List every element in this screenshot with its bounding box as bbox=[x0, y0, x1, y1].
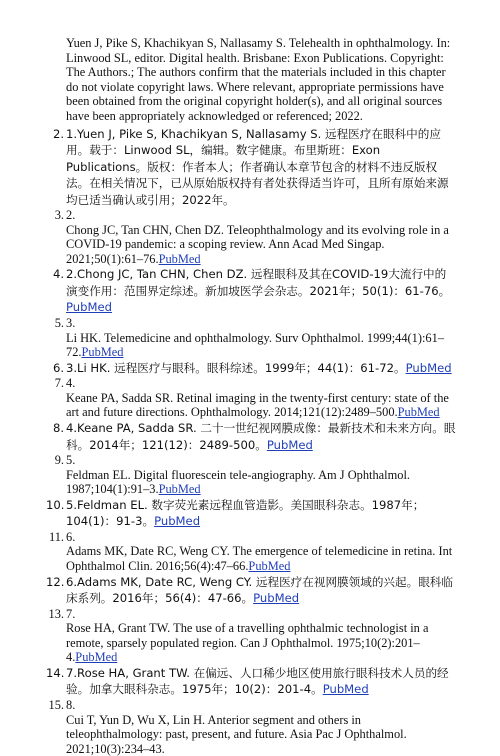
reference-list bbox=[46, 126, 456, 756]
pubmed-link[interactable]: PubMed bbox=[154, 514, 201, 529]
reference-item bbox=[52, 316, 456, 360]
reference-number: 8. bbox=[52, 421, 64, 435]
reference-item bbox=[52, 420, 456, 453]
pubmed-link[interactable]: PubMed bbox=[158, 482, 201, 497]
pubmed-link[interactable]: PubMed bbox=[158, 251, 201, 266]
pubmed-link[interactable]: PubMed bbox=[248, 558, 291, 573]
pubmed-link[interactable]: PubMed bbox=[397, 405, 440, 420]
reference-text: 6. Adams MK, Date RC, Weng CY. The emergence of telemedicine in retina. Int Ophthalmol Clin. 2016;56(4):47–66. bbox=[66, 529, 453, 573]
pubmed-link[interactable]: PubMed bbox=[81, 345, 124, 360]
reference-text: 5. Feldman EL. Digital fluorescein tele-angiography. Am J Ophthalmol. 1987;104(1):91–3. bbox=[66, 453, 410, 497]
reference-item bbox=[52, 126, 456, 209]
reference-number: 3. bbox=[54, 208, 64, 223]
pubmed-link[interactable]: PubMed bbox=[75, 650, 118, 665]
reference-item bbox=[46, 497, 456, 530]
reference-item bbox=[48, 606, 456, 665]
reference-text: 5.Feldman EL. 数字荧光素远程血管造影。美国眼科杂志。1987年；104(1)：91-3。 bbox=[66, 497, 425, 529]
reference-text: 8. Cui T, Yun D, Wu X, Lin H. Anterior segment and others in teleophthalmology: past, present, and future. Asia Pac J Ophthalmol. 2021;10(3):234–43. bbox=[66, 697, 407, 756]
reference-item bbox=[52, 208, 456, 266]
reference-number: 14. bbox=[46, 665, 65, 680]
reference-text: 6.Adams MK, Date RC, Weng CY. 远程医疗在视网膜领域的兴起。眼科临床系列。2016年；56(4)：47-66。 bbox=[66, 574, 453, 606]
reference-item bbox=[52, 376, 456, 420]
reference-number: 13. bbox=[48, 606, 64, 621]
reference-text: 7. Rose HA, Grant TW. The use of a travelling ophthalmic technologist in a remote, sparsely populated region. Can J Ophthalmol. 1975;10(2):201–4. bbox=[66, 606, 429, 665]
pubmed-link[interactable]: PubMed bbox=[66, 300, 112, 315]
reference-item bbox=[52, 360, 456, 377]
reference-intro-text: Yuen J, Pike S, Khachikyan S, Nallasamy S. Telehealth in ophthalmology. In: Linwood SL, editor. Digital health. Brisbane: Exon Publications. Copyright: The Authors.; The authors confirm that the materials included in this chapter do not violate copyright laws. Where relevant, appropriate permissions have been obtained from the original copyright holder(s), and all original sources have been appropriately acknowledged or referenced; 2022. bbox=[66, 36, 451, 123]
reference-number: 7. bbox=[54, 376, 64, 391]
reference-text: 2.Chong JC, Tan CHN, Chen DZ. 远程眼科及其在COVID-19大流行中的演变作用：范围界定综述。新加坡医学会杂志。2021年；50(1)：61-76。 bbox=[66, 267, 451, 298]
reference-text: 4. Keane PA, Sadda SR. Retinal imaging in the twenty-first century: state of the art and future directions. Ophthalmology. 2014;121(12):2489–500. bbox=[66, 376, 449, 420]
reference-number: 10. bbox=[46, 497, 65, 512]
reference-text: 1.Yuen J, Pike S, Khachikyan S, Nallasamy S. 远程医疗在眼科中的应用。载于：Linwood SL，编辑。数字健康。布里斯班：Exon Publications。版权：作者本人；作者确认本章节包含的材料不违反版权法。在相关情况下，已从原始版权持有者处获得适当许可，且所有原始来源均已适当确认或引用；2022年。 bbox=[66, 126, 449, 207]
reference-item bbox=[46, 574, 456, 607]
reference-number: 5. bbox=[54, 315, 64, 330]
reference-item bbox=[46, 665, 456, 698]
pubmed-link[interactable]: PubMed bbox=[266, 437, 313, 452]
pubmed-link[interactable]: PubMed bbox=[253, 591, 300, 606]
pubmed-link[interactable]: PubMed bbox=[322, 682, 369, 697]
reference-number: 6. bbox=[52, 360, 64, 375]
reference-number: 15. bbox=[48, 697, 64, 712]
pubmed-link[interactable]: PubMed bbox=[405, 360, 452, 375]
reference-number: 12. bbox=[46, 574, 65, 589]
reference-text: 3.Li HK. 远程医疗与眼科。眼科综述。1999年；44(1)：61-72。 bbox=[66, 360, 406, 375]
reference-text: 4.Keane PA, Sadda SR. 二十一世纪视网膜成像：最新技术和未来方向。眼科。2014年；121(12)：2489-500。 bbox=[66, 421, 456, 452]
reference-number: 2. bbox=[52, 126, 64, 141]
reference-text: 7.Rose HA, Grant TW. 在偏远、人口稀少地区使用旅行眼科技术人员的经验。加拿大眼科杂志。1975年；10(2)：201-4。 bbox=[66, 665, 449, 697]
reference-item bbox=[48, 697, 456, 756]
reference-text: 2. Chong JC, Tan CHN, Chen DZ. Teleophthalmology and its evolving role in a COVID-19 pandemic: a scoping review. Ann Acad Med Singap. 2021;50(1):61–76. bbox=[66, 208, 449, 266]
reference-number: 11. bbox=[48, 529, 64, 544]
reference-item bbox=[48, 529, 456, 574]
reference-text: 3. Li HK. Telemedicine and ophthalmology. Surv Ophthalmol. 1999;44(1):61–72. bbox=[66, 315, 445, 360]
reference-item bbox=[52, 266, 456, 316]
reference-number: 4. bbox=[52, 267, 64, 282]
reference-item bbox=[52, 453, 456, 497]
reference-number: 9. bbox=[54, 453, 64, 467]
